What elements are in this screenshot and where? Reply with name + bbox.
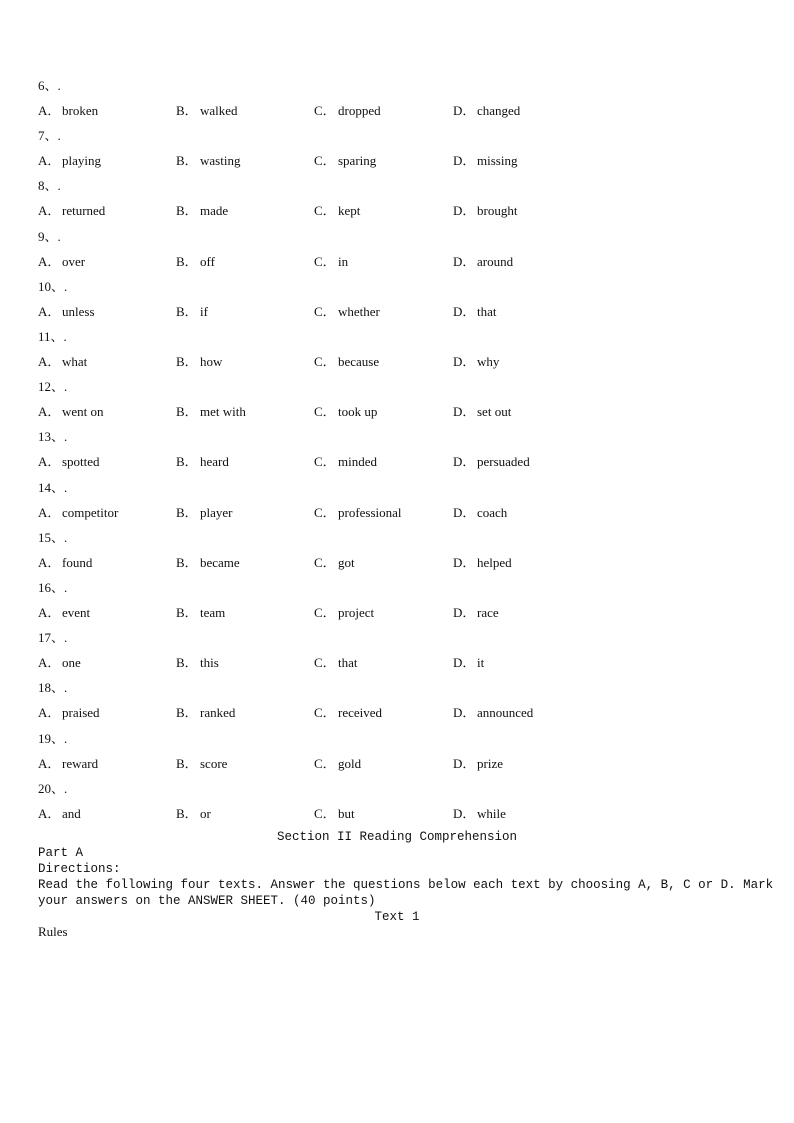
option-letter: D．	[453, 755, 476, 771]
option-d	[453, 654, 484, 672]
option-b	[176, 353, 222, 371]
section-title: Section II Reading Comprehension	[276, 830, 518, 844]
option-letter: B．	[176, 605, 198, 620]
option-a	[38, 755, 98, 773]
option-d	[453, 554, 512, 572]
option-letter: B．	[176, 203, 198, 219]
option-letter: C．	[314, 203, 336, 219]
option-b	[176, 303, 208, 321]
option-text: playing	[62, 153, 101, 169]
option-b	[176, 253, 215, 271]
question-number: 10、.	[38, 278, 68, 294]
option-letter: A．	[38, 203, 61, 219]
option-letter: A．	[38, 605, 61, 620]
option-a	[38, 504, 118, 522]
option-letter: B．	[176, 554, 198, 570]
option-letter: C．	[314, 253, 336, 269]
option-text: that	[338, 655, 358, 671]
option-letter: A．	[38, 303, 61, 319]
option-c	[314, 202, 360, 220]
option-c	[314, 152, 376, 170]
question-number: 9、.	[38, 228, 61, 244]
option-letter: B．	[176, 755, 198, 771]
option-b	[176, 152, 240, 170]
option-letter: A．	[38, 103, 61, 118]
option-a	[38, 303, 95, 321]
option-letter: D．	[453, 153, 476, 169]
option-letter: B．	[176, 504, 198, 520]
option-letter: D．	[453, 454, 476, 470]
question-number: 7、.	[38, 128, 61, 144]
option-b	[176, 403, 246, 421]
option-b	[176, 704, 235, 722]
option-letter: C．	[314, 303, 336, 319]
option-letter: C．	[314, 605, 336, 620]
option-c	[314, 704, 382, 722]
option-letter: C．	[314, 103, 336, 118]
option-letter: C．	[314, 354, 336, 369]
option-text: coach	[477, 504, 508, 520]
option-text: one	[62, 655, 81, 671]
option-d	[453, 353, 499, 371]
option-text: professional	[338, 504, 402, 520]
option-text: what	[62, 354, 88, 369]
option-c	[314, 604, 374, 622]
option-letter: D．	[453, 253, 476, 269]
option-letter: B．	[176, 153, 198, 169]
option-letter: A．	[38, 705, 61, 721]
option-text: returned	[62, 203, 106, 219]
option-letter: B．	[176, 805, 198, 821]
option-letter: A．	[38, 153, 61, 169]
option-text: in	[338, 253, 349, 269]
option-letter: D．	[453, 655, 476, 671]
option-letter: A．	[38, 554, 61, 570]
option-text: went on	[62, 404, 104, 420]
option-text: whether	[338, 303, 380, 319]
option-text: team	[200, 605, 226, 620]
option-c	[314, 353, 379, 371]
option-a	[38, 253, 85, 271]
option-text: it	[477, 655, 485, 671]
option-a	[38, 805, 81, 823]
question-number: 15、.	[38, 529, 68, 545]
question-number: 13、.	[38, 429, 68, 445]
option-text: spotted	[62, 454, 100, 470]
part-heading: Part A	[38, 846, 84, 860]
question-number: 6、.	[38, 78, 61, 93]
option-d	[453, 604, 499, 622]
option-text: walked	[200, 103, 238, 118]
option-letter: C．	[314, 504, 336, 520]
option-text: around	[477, 253, 514, 269]
option-letter: D．	[453, 303, 476, 319]
option-text: unless	[62, 303, 95, 319]
option-text: sparing	[338, 153, 377, 169]
option-letter: B．	[176, 404, 198, 420]
option-c	[314, 504, 402, 522]
option-text: prize	[477, 755, 503, 771]
option-a	[38, 403, 104, 421]
option-d	[453, 453, 530, 471]
option-letter: A．	[38, 504, 61, 520]
option-a	[38, 654, 81, 672]
option-text: how	[200, 354, 223, 369]
option-text: met with	[200, 404, 246, 420]
option-letter: B．	[176, 253, 198, 269]
option-text: ranked	[200, 705, 236, 721]
question-number: 20、.	[38, 780, 68, 796]
option-b	[176, 453, 229, 471]
option-d	[453, 504, 507, 522]
option-letter: D．	[453, 504, 476, 520]
option-text: score	[200, 755, 228, 771]
option-text: gold	[338, 755, 362, 771]
option-text: while	[477, 805, 506, 821]
option-text: announced	[477, 705, 534, 721]
option-letter: B．	[176, 303, 198, 319]
option-text: missing	[477, 153, 518, 169]
option-b	[176, 654, 219, 672]
option-text: praised	[62, 705, 100, 721]
option-c	[314, 102, 381, 120]
option-text: brought	[477, 203, 518, 219]
option-text: that	[477, 303, 497, 319]
option-letter: D．	[453, 354, 476, 369]
option-letter: A．	[38, 454, 61, 470]
option-letter: C．	[314, 755, 336, 771]
option-a	[38, 353, 87, 371]
option-text: wasting	[200, 153, 241, 169]
option-a	[38, 704, 100, 722]
option-text: competitor	[62, 504, 119, 520]
option-c	[314, 554, 355, 572]
option-c	[314, 755, 361, 773]
question-number: 14、.	[38, 479, 68, 495]
option-a	[38, 604, 90, 622]
option-d	[453, 755, 503, 773]
option-text: this	[200, 655, 219, 671]
option-letter: B．	[176, 454, 198, 470]
option-text: minded	[338, 454, 377, 470]
option-a	[38, 202, 105, 220]
option-text: because	[338, 354, 380, 369]
option-c	[314, 253, 348, 271]
option-d	[453, 102, 520, 120]
option-text: persuaded	[477, 454, 530, 470]
option-text: changed	[477, 103, 521, 118]
option-c	[314, 805, 355, 823]
question-number: 17、.	[38, 630, 68, 646]
option-text: project	[338, 605, 375, 620]
option-c	[314, 654, 358, 672]
option-text: kept	[338, 203, 361, 219]
option-letter: C．	[314, 805, 336, 821]
option-a	[38, 102, 98, 120]
option-b	[176, 755, 227, 773]
option-letter: B．	[176, 705, 198, 721]
directions-line-1: Read the following four texts. Answer the questions below each text by choosing A, B, C or D. Mark	[38, 878, 774, 892]
question-number: 19、.	[38, 730, 68, 746]
option-text: race	[477, 605, 499, 620]
option-letter: B．	[176, 655, 198, 671]
option-text: dropped	[338, 103, 381, 118]
option-letter: B．	[176, 103, 198, 118]
option-text: took up	[338, 404, 378, 420]
directions-label: Directions:	[38, 862, 121, 876]
option-text: why	[477, 354, 500, 369]
question-number: 18、.	[38, 680, 68, 696]
option-b	[176, 805, 211, 823]
option-b	[176, 102, 238, 120]
directions-line-2: your answers on the ANSWER SHEET. (40 points)	[38, 894, 376, 908]
option-letter: D．	[453, 805, 476, 821]
option-text: heard	[200, 454, 229, 470]
option-b	[176, 554, 240, 572]
option-text: off	[200, 253, 215, 269]
option-text: event	[62, 605, 91, 620]
option-a	[38, 152, 101, 170]
option-letter: C．	[314, 655, 336, 671]
option-letter: A．	[38, 354, 61, 369]
option-letter: A．	[38, 805, 61, 821]
option-text: received	[338, 705, 383, 721]
option-c	[314, 403, 377, 421]
option-letter: C．	[314, 454, 336, 470]
option-letter: D．	[453, 554, 476, 570]
option-d	[453, 202, 517, 220]
option-d	[453, 303, 497, 321]
option-text: became	[200, 554, 240, 570]
option-text: player	[200, 504, 233, 520]
option-letter: C．	[314, 554, 336, 570]
option-text: got	[338, 554, 355, 570]
option-a	[38, 554, 92, 572]
text-heading: Text 1	[374, 910, 420, 924]
option-letter: B．	[176, 354, 198, 369]
option-text: broken	[62, 103, 99, 118]
option-letter: C．	[314, 153, 336, 169]
option-b	[176, 604, 225, 622]
question-number: 11、.	[38, 329, 67, 344]
option-text: if	[200, 303, 208, 319]
option-letter: A．	[38, 404, 61, 420]
option-letter: D．	[453, 404, 476, 420]
question-number: 16、.	[38, 580, 68, 595]
option-text: set out	[477, 404, 512, 420]
option-text: reward	[62, 755, 99, 771]
option-b	[176, 202, 228, 220]
option-b	[176, 504, 232, 522]
question-number: 8、.	[38, 178, 61, 194]
option-c	[314, 453, 377, 471]
option-letter: D．	[453, 605, 476, 620]
option-d	[453, 403, 511, 421]
option-text: or	[200, 805, 211, 821]
option-text: helped	[477, 554, 512, 570]
option-d	[453, 253, 513, 271]
option-d	[453, 704, 533, 722]
option-d	[453, 152, 517, 170]
option-letter: D．	[453, 705, 476, 721]
option-a	[38, 453, 100, 471]
option-letter: D．	[453, 203, 476, 219]
option-letter: A．	[38, 755, 61, 771]
question-number: 12、.	[38, 379, 68, 395]
option-text: made	[200, 203, 229, 219]
option-c	[314, 303, 380, 321]
option-letter: C．	[314, 705, 336, 721]
option-text: but	[338, 805, 355, 821]
option-letter: D．	[453, 103, 476, 118]
option-text: and	[62, 805, 81, 821]
option-letter: C．	[314, 404, 336, 420]
option-text: over	[62, 253, 86, 269]
option-d	[453, 805, 506, 823]
rules-heading: Rules	[38, 924, 68, 939]
option-letter: A．	[38, 655, 61, 671]
option-letter: A．	[38, 253, 61, 269]
option-text: found	[62, 554, 93, 570]
